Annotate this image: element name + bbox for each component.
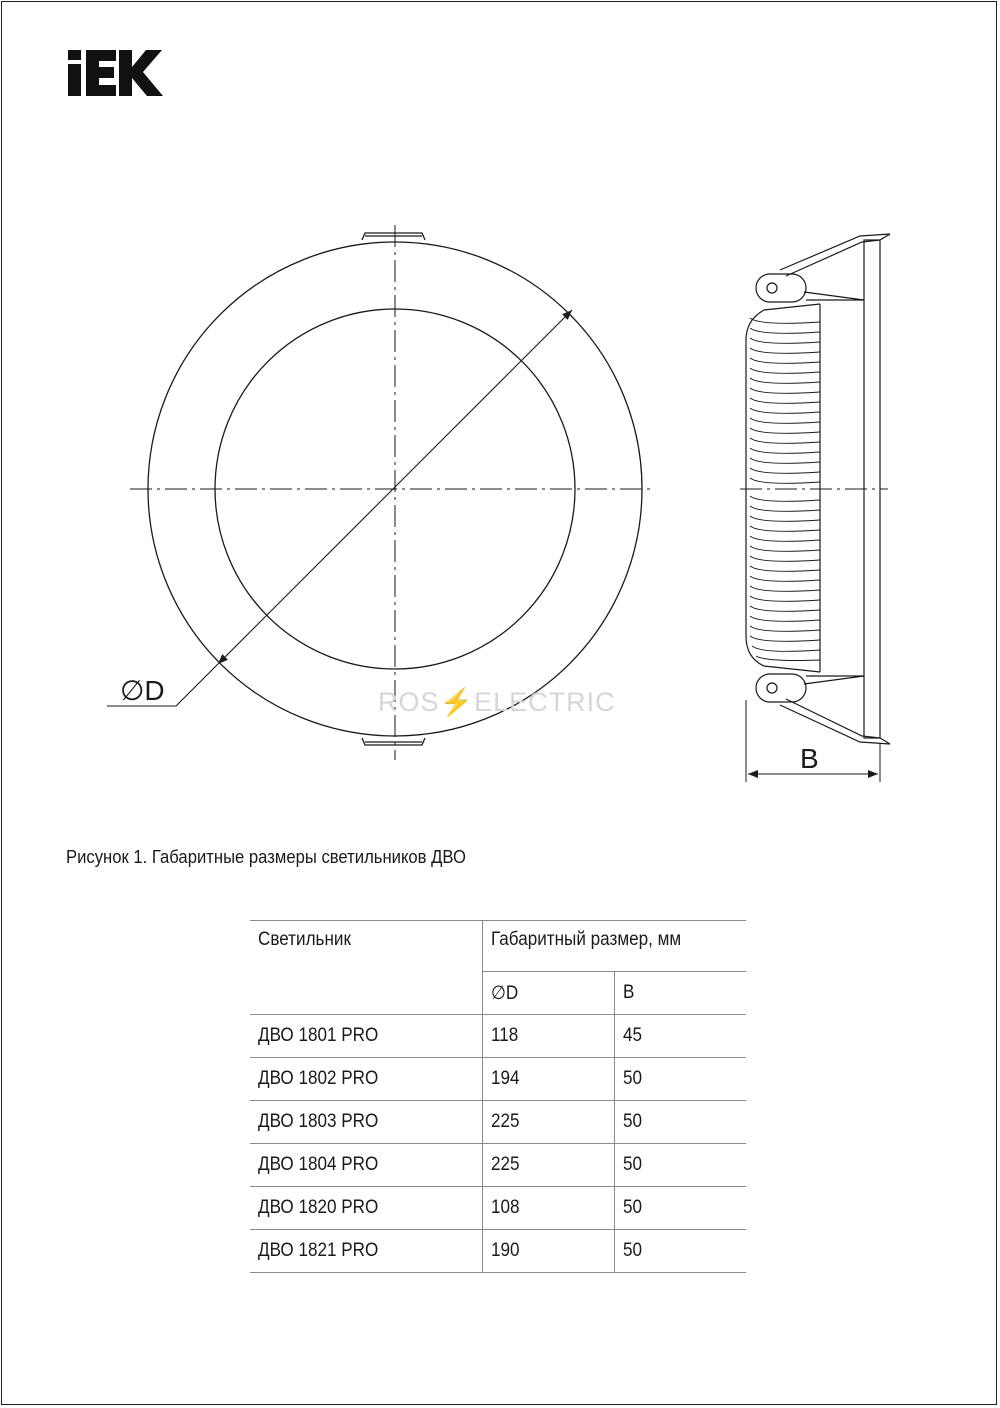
height-label: B — [800, 743, 819, 774]
height-cell: 45 — [614, 1015, 746, 1058]
model-cell: ДВО 1801 PRO — [250, 1015, 482, 1058]
table-row — [250, 1144, 746, 1187]
height-cell: 50 — [614, 1058, 746, 1101]
header-dimensions: Габаритный размер, мм — [482, 921, 746, 972]
figure-caption: Рисунок 1. Габаритные размеры светильников ДВО — [66, 846, 466, 867]
height-cell: 50 — [614, 1187, 746, 1230]
table-row — [250, 1015, 746, 1058]
dimensions-table — [250, 920, 746, 1273]
front-view — [107, 225, 655, 760]
header-height: B — [614, 972, 746, 1015]
model-cell: ДВО 1802 PRO — [250, 1058, 482, 1101]
diameter-cell: 108 — [482, 1187, 614, 1230]
model-cell: ДВО 1820 PRO — [250, 1187, 482, 1230]
header-model: Светильник — [250, 921, 482, 1015]
diameter-cell: 118 — [482, 1015, 614, 1058]
model-cell: ДВО 1803 PRO — [250, 1101, 482, 1144]
table-row — [250, 1058, 746, 1101]
height-cell: 50 — [614, 1101, 746, 1144]
diameter-cell: 225 — [482, 1144, 614, 1187]
table-row — [250, 1230, 746, 1273]
height-cell: 50 — [614, 1230, 746, 1273]
height-cell: 50 — [614, 1144, 746, 1187]
diameter-cell: 194 — [482, 1058, 614, 1101]
model-cell: ДВО 1804 PRO — [250, 1144, 482, 1187]
table-row — [250, 1101, 746, 1144]
model-cell: ДВО 1821 PRO — [250, 1230, 482, 1273]
table-row — [250, 1187, 746, 1230]
header-diameter: ∅D — [482, 972, 614, 1015]
diameter-cell: 190 — [482, 1230, 614, 1273]
diameter-cell: 225 — [482, 1101, 614, 1144]
diameter-label: ∅D — [120, 675, 165, 706]
watermark: ROS⚡ELECTRIC — [378, 687, 616, 717]
iek-logo — [66, 50, 166, 96]
